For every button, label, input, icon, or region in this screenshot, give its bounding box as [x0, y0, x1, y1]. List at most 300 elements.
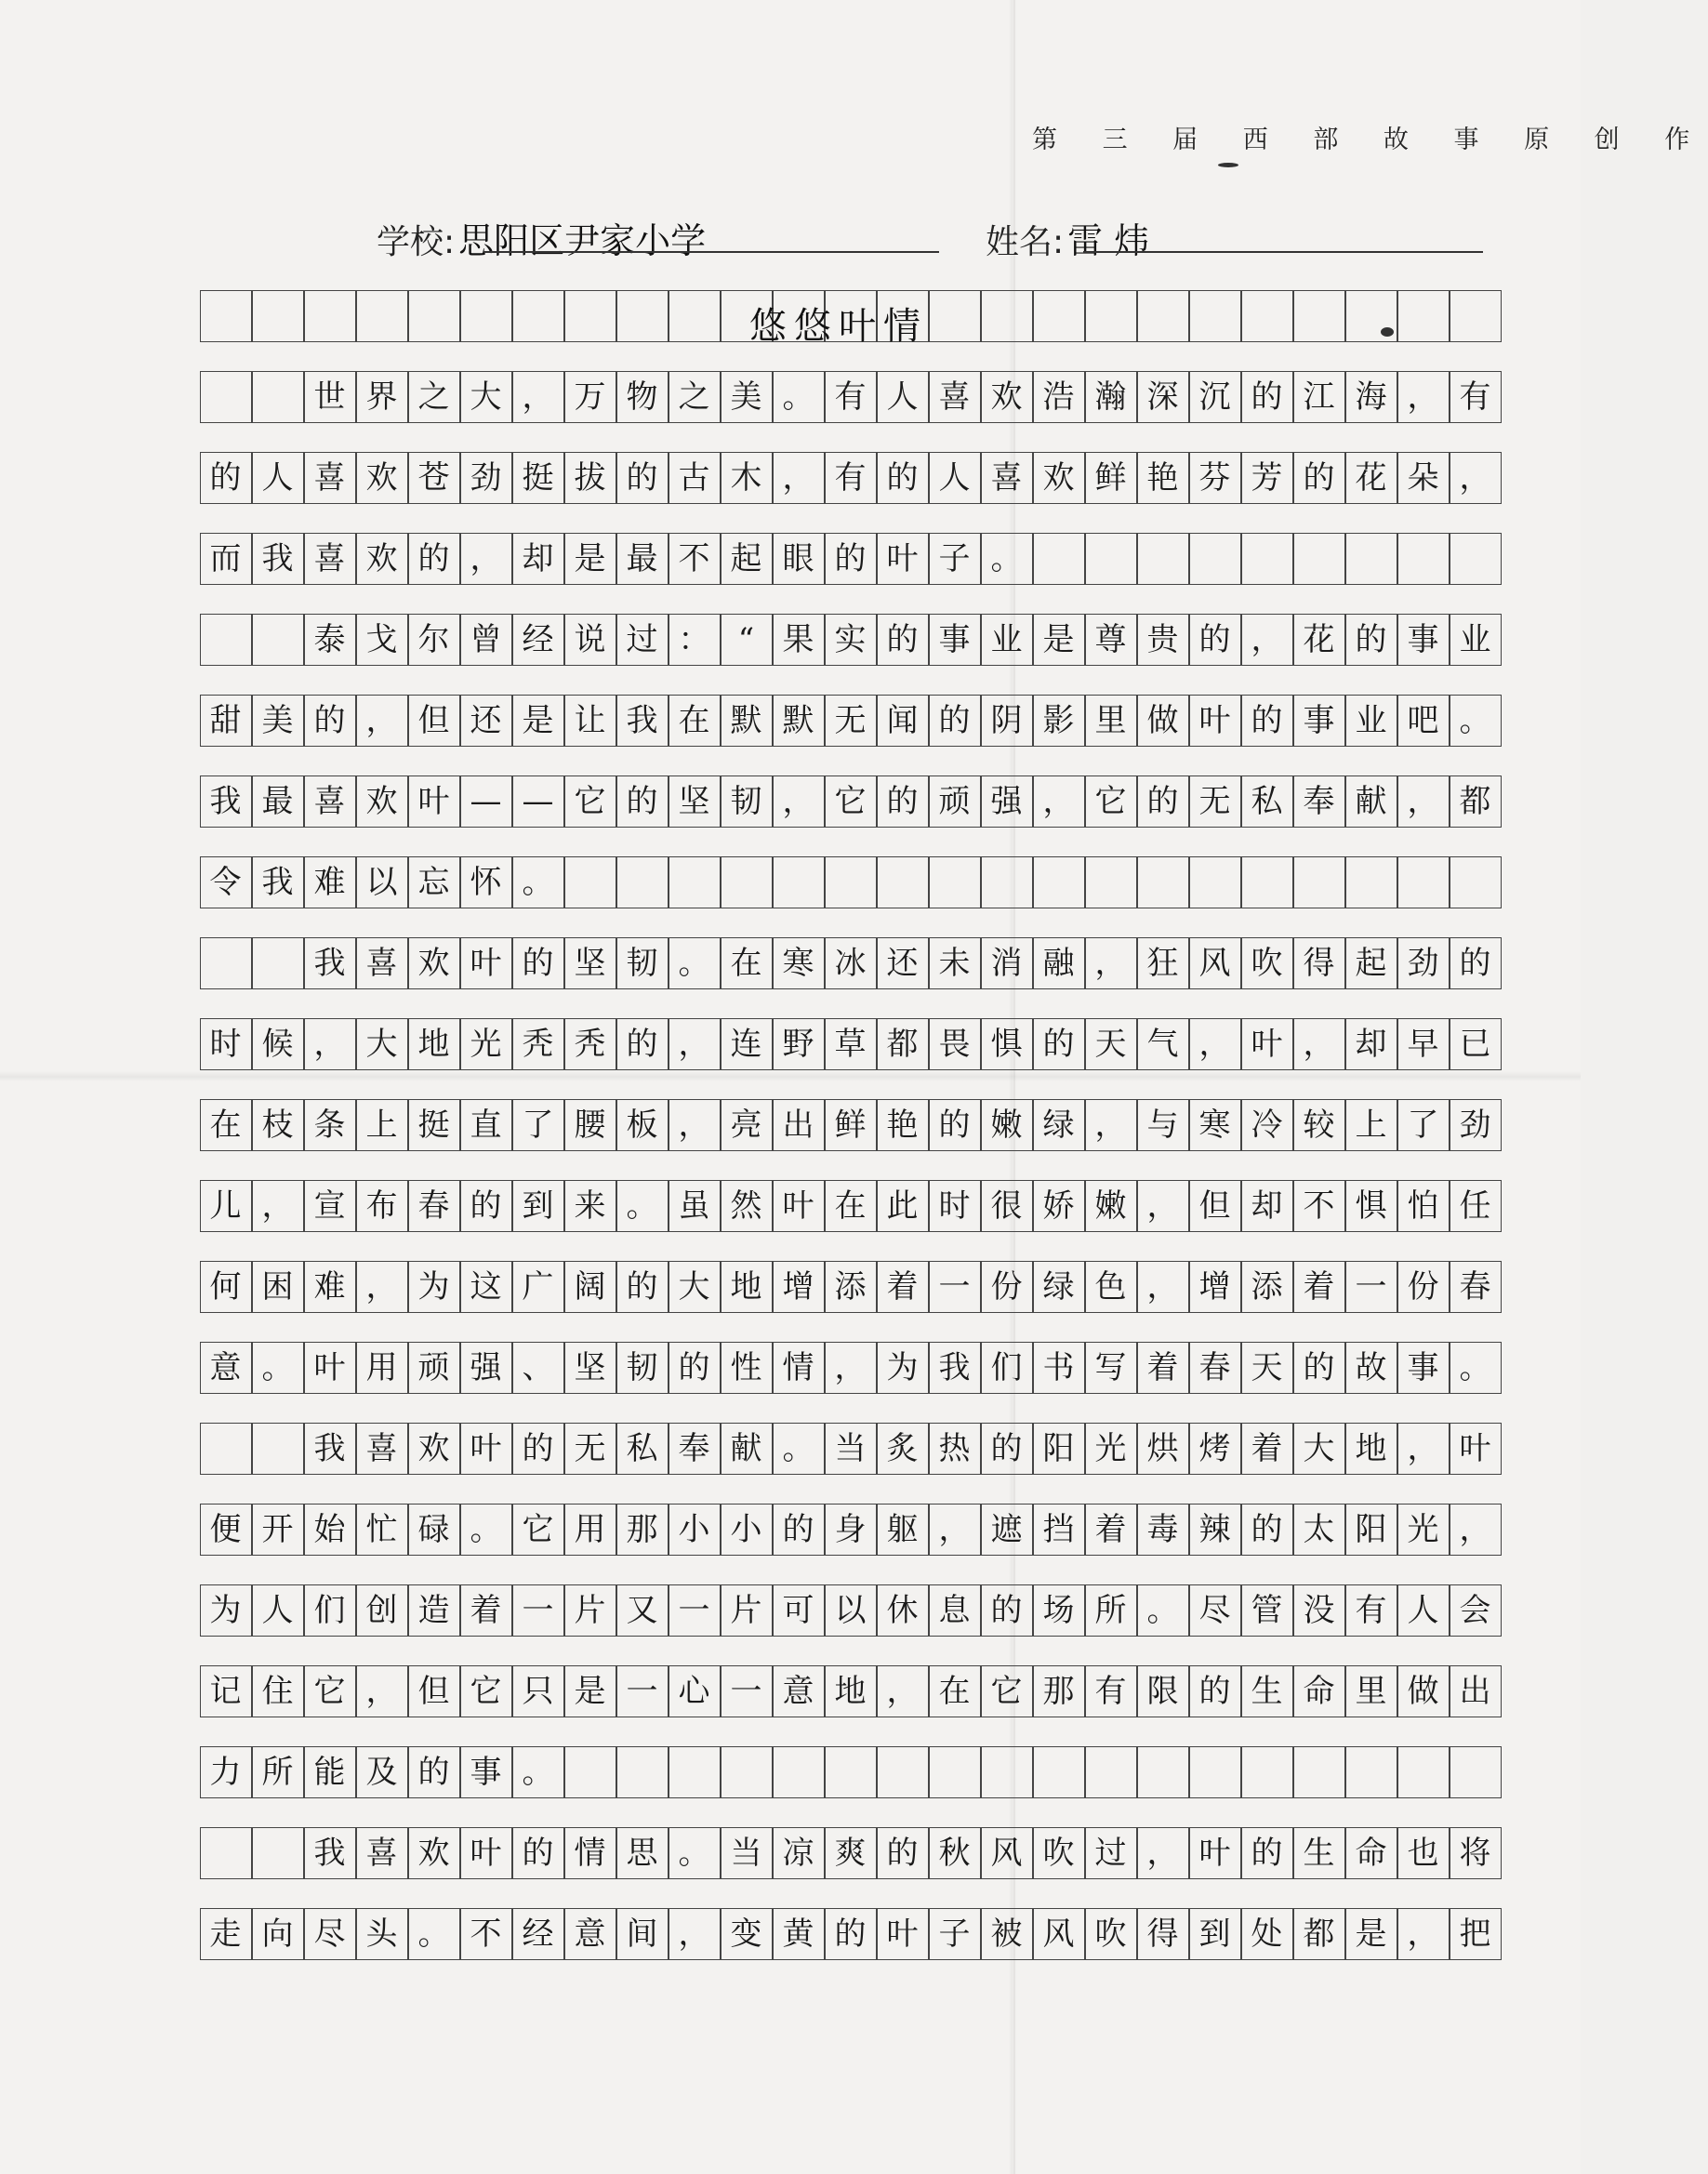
grid-cell	[408, 290, 460, 342]
grid-cell: ，	[1397, 1423, 1450, 1475]
grid-cell: 果	[773, 614, 825, 666]
grid-cell: 叶	[1450, 1423, 1502, 1475]
grid-cell: 那	[616, 1504, 669, 1556]
grid-cell: ，	[1397, 1908, 1450, 1960]
grid-cell: 尔	[408, 614, 460, 666]
grid-cell: 吧	[1397, 695, 1450, 747]
grid-cell	[1241, 290, 1293, 342]
grid-cell: 做	[1137, 695, 1189, 747]
grid-cell: 让	[564, 695, 616, 747]
grid-cell: 叶	[877, 533, 929, 585]
grid-cell	[356, 290, 408, 342]
grid-cell	[564, 290, 616, 342]
grid-cell: 。	[1137, 1584, 1189, 1637]
grid-cell: 无	[564, 1423, 616, 1475]
grid-cell: 天	[1241, 1342, 1293, 1394]
grid-cell: 只	[512, 1665, 564, 1717]
grid-cell: 的	[408, 533, 460, 585]
grid-cell: 叶	[460, 937, 512, 989]
grid-cell: 人	[877, 371, 929, 423]
grid-cell	[512, 290, 564, 342]
grid-cell: 喜	[304, 533, 356, 585]
grid-cell: 着	[877, 1261, 929, 1313]
grid-cell: 的	[1189, 1665, 1241, 1717]
grid-cell: 。	[460, 1504, 512, 1556]
grid-cell: ，	[825, 1342, 877, 1394]
grid-cell: 在	[721, 937, 773, 989]
grid-cell: 书	[1033, 1342, 1085, 1394]
grid-cell: 吹	[1241, 937, 1293, 989]
grid-cell: 起	[1345, 937, 1397, 989]
grid-cell: 以	[356, 856, 408, 908]
grid-cell: 坚	[564, 937, 616, 989]
grid-cell: 的	[1241, 695, 1293, 747]
grid-cell: 的	[616, 452, 669, 504]
grid-cell: 实	[825, 614, 877, 666]
grid-cell: 当	[825, 1423, 877, 1475]
grid-cell: 韧	[616, 1342, 669, 1394]
grid-cell: 当	[721, 1827, 773, 1879]
grid-cell: 美	[252, 695, 304, 747]
grid-cell: 到	[512, 1180, 564, 1232]
grid-cell: 用	[564, 1504, 616, 1556]
grid-cell: 凉	[773, 1827, 825, 1879]
grid-cell: 记	[200, 1665, 252, 1717]
grid-cell: 头	[356, 1908, 408, 1960]
grid-cell: 献	[721, 1423, 773, 1475]
grid-cell: 都	[1293, 1908, 1345, 1960]
essay-row	[201, 1584, 1503, 1637]
grid-cell: ，	[1450, 452, 1502, 504]
grid-cell: 的	[512, 1423, 564, 1475]
grid-cell: 沉	[1189, 371, 1241, 423]
grid-cell: 的	[877, 775, 929, 828]
grid-cell: 又	[616, 1584, 669, 1637]
grid-cell: 一	[929, 1261, 981, 1313]
grid-cell: 事	[1293, 695, 1345, 747]
grid-cell: 喜	[304, 775, 356, 828]
grid-cell	[1397, 533, 1450, 585]
grid-cell	[1033, 1746, 1085, 1798]
grid-cell	[929, 856, 981, 908]
grid-cell: 它	[1085, 775, 1137, 828]
grid-cell: 早	[1397, 1018, 1450, 1070]
grid-cell: 的	[981, 1584, 1033, 1637]
grid-cell: 奉	[1293, 775, 1345, 828]
grid-cell: 大	[669, 1261, 721, 1313]
essay-row	[201, 1018, 1503, 1070]
grid-cell: 管	[1241, 1584, 1293, 1637]
grid-cell: 秃	[512, 1018, 564, 1070]
grid-cell	[1241, 856, 1293, 908]
grid-cell: 都	[1450, 775, 1502, 828]
grid-cell: 春	[1189, 1342, 1241, 1394]
grid-cell: 板	[616, 1099, 669, 1151]
grid-cell: 花	[1345, 452, 1397, 504]
grid-cell: 闻	[877, 695, 929, 747]
grid-cell	[1137, 1746, 1189, 1798]
grid-cell: 最	[252, 775, 304, 828]
grid-cell: 思	[616, 1827, 669, 1879]
grid-cell: 性	[721, 1342, 773, 1394]
grid-cell	[825, 856, 877, 908]
grid-cell: 它	[460, 1665, 512, 1717]
essay-row	[201, 1180, 1503, 1232]
grid-cell: 间	[616, 1908, 669, 1960]
grid-cell: 以	[825, 1584, 877, 1637]
grid-cell: 芳	[1241, 452, 1293, 504]
grid-cell: ，	[929, 1504, 981, 1556]
grid-cell: 令	[200, 856, 252, 908]
grid-cell: 顽	[929, 775, 981, 828]
grid-cell	[1137, 290, 1189, 342]
grid-cell	[200, 290, 252, 342]
grid-cell: 天	[1085, 1018, 1137, 1070]
essay-row	[201, 1827, 1503, 1879]
grid-cell: 份	[981, 1261, 1033, 1313]
grid-cell: 然	[721, 1180, 773, 1232]
grid-cell: 美	[721, 371, 773, 423]
grid-cell: 的	[1033, 1018, 1085, 1070]
grid-cell: 较	[1293, 1099, 1345, 1151]
grid-cell: 的	[773, 1504, 825, 1556]
grid-cell: ，	[1137, 1261, 1189, 1313]
essay-row	[201, 1746, 1503, 1798]
grid-cell: 意	[200, 1342, 252, 1394]
essay-title: 悠悠叶情	[749, 305, 928, 348]
grid-cell: 默	[773, 695, 825, 747]
grid-cell: 娇	[1033, 1180, 1085, 1232]
grid-cell: 韧	[721, 775, 773, 828]
ink-speck	[1218, 163, 1238, 167]
grid-cell: 会	[1450, 1584, 1502, 1637]
grid-cell: 增	[1189, 1261, 1241, 1313]
grid-cell	[1450, 533, 1502, 585]
grid-cell	[200, 614, 252, 666]
essay-row	[201, 1423, 1503, 1475]
grid-cell: 了	[1397, 1099, 1450, 1151]
grid-cell: 花	[1293, 614, 1345, 666]
grid-cell: 的	[460, 1180, 512, 1232]
grid-cell: 太	[1293, 1504, 1345, 1556]
grid-cell: 烤	[1189, 1423, 1241, 1475]
grid-cell: 的	[1345, 614, 1397, 666]
grid-cell: 添	[825, 1261, 877, 1313]
grid-cell: 我	[304, 1827, 356, 1879]
grid-cell: 寒	[1189, 1099, 1241, 1151]
grid-cell: 。	[1450, 695, 1502, 747]
grid-cell	[981, 290, 1033, 342]
grid-cell: 为	[200, 1584, 252, 1637]
grid-cell: 的	[877, 1827, 929, 1879]
grid-cell	[1189, 1746, 1241, 1798]
grid-cell: 情	[773, 1342, 825, 1394]
essay-row	[201, 1342, 1503, 1394]
grid-cell: 一	[669, 1584, 721, 1637]
grid-cell: 说	[564, 614, 616, 666]
grid-cell: 私	[616, 1423, 669, 1475]
grid-cell: 情	[564, 1827, 616, 1879]
grid-cell: 色	[1085, 1261, 1137, 1313]
grid-cell: 春	[408, 1180, 460, 1232]
grid-cell: 的	[616, 1018, 669, 1070]
grid-cell: ，	[773, 452, 825, 504]
grid-cell: 却	[1241, 1180, 1293, 1232]
grid-cell: 业	[1450, 614, 1502, 666]
grid-cell: 光	[460, 1018, 512, 1070]
grid-cell: 来	[564, 1180, 616, 1232]
grid-cell: 小	[669, 1504, 721, 1556]
grid-cell: 已	[1450, 1018, 1502, 1070]
grid-cell: 着	[1293, 1261, 1345, 1313]
grid-cell: 的	[200, 452, 252, 504]
grid-cell: 奉	[669, 1423, 721, 1475]
grid-cell: 向	[252, 1908, 304, 1960]
grid-cell: 虽	[669, 1180, 721, 1232]
grid-cell: 没	[1293, 1584, 1345, 1637]
grid-cell: 的	[1189, 614, 1241, 666]
grid-cell: 连	[721, 1018, 773, 1070]
grid-cell: 有	[1345, 1584, 1397, 1637]
grid-cell: 。	[512, 1746, 564, 1798]
grid-cell: 不	[460, 1908, 512, 1960]
grid-cell	[1293, 1746, 1345, 1798]
grid-cell: 们	[304, 1584, 356, 1637]
grid-cell: 我	[304, 937, 356, 989]
grid-cell: 我	[200, 775, 252, 828]
grid-cell	[1345, 1746, 1397, 1798]
grid-cell: 着	[460, 1584, 512, 1637]
grid-cell	[981, 856, 1033, 908]
grid-cell: 广	[512, 1261, 564, 1313]
grid-cell: 碌	[408, 1504, 460, 1556]
grid-cell: 大	[460, 371, 512, 423]
grid-cell: 。	[773, 371, 825, 423]
grid-cell: 强	[981, 775, 1033, 828]
grid-cell: 爽	[825, 1827, 877, 1879]
school-underline	[483, 251, 939, 253]
grid-cell: 事	[1397, 1342, 1450, 1394]
grid-cell: 开	[252, 1504, 304, 1556]
grid-cell	[773, 1746, 825, 1798]
grid-cell: 在	[929, 1665, 981, 1717]
grid-cell: 意	[564, 1908, 616, 1960]
grid-cell	[200, 371, 252, 423]
grid-cell: 为	[408, 1261, 460, 1313]
grid-cell: 怕	[1397, 1180, 1450, 1232]
grid-cell: 古	[669, 452, 721, 504]
grid-cell: 的	[1293, 1342, 1345, 1394]
essay-row	[201, 533, 1503, 585]
grid-cell: 亮	[721, 1099, 773, 1151]
grid-cell: ，	[1137, 1180, 1189, 1232]
grid-cell: 一	[616, 1665, 669, 1717]
grid-cell	[252, 1423, 304, 1475]
grid-cell: 命	[1345, 1827, 1397, 1879]
grid-cell	[773, 856, 825, 908]
grid-cell: 木	[721, 452, 773, 504]
grid-cell	[1033, 290, 1085, 342]
grid-cell	[200, 937, 252, 989]
grid-cell: 有	[1450, 371, 1502, 423]
grid-cell: 绿	[1033, 1099, 1085, 1151]
grid-cell: 一	[721, 1665, 773, 1717]
grid-cell: 热	[929, 1423, 981, 1475]
grid-cell: ，	[1033, 775, 1085, 828]
grid-cell	[1241, 533, 1293, 585]
grid-cell: 戈	[356, 614, 408, 666]
grid-cell: 劲	[460, 452, 512, 504]
grid-cell: 变	[721, 1908, 773, 1960]
grid-cell: 风	[981, 1827, 1033, 1879]
grid-cell: 界	[356, 371, 408, 423]
grid-cell: 韧	[616, 937, 669, 989]
grid-cell: 有	[825, 452, 877, 504]
grid-cell	[304, 290, 356, 342]
grid-cell: ，	[356, 1665, 408, 1717]
grid-cell: ，	[1450, 1504, 1502, 1556]
grid-cell: 无	[825, 695, 877, 747]
competition-header: 第 三 届 西 部 故 事 原 创 作	[1032, 126, 1708, 154]
grid-cell	[1293, 533, 1345, 585]
grid-cell: 拔	[564, 452, 616, 504]
grid-cell: 炙	[877, 1423, 929, 1475]
grid-cell: 所	[1085, 1584, 1137, 1637]
grid-cell: 挺	[408, 1099, 460, 1151]
grid-cell: 欢	[408, 1423, 460, 1475]
grid-cell: 上	[356, 1099, 408, 1151]
grid-cell: 、	[512, 1342, 564, 1394]
grid-cell: 业	[981, 614, 1033, 666]
grid-cell: 及	[356, 1746, 408, 1798]
grid-cell: 的	[825, 1908, 877, 1960]
grid-cell: 人	[252, 452, 304, 504]
essay-row	[201, 614, 1503, 666]
grid-cell: 处	[1241, 1908, 1293, 1960]
grid-cell	[200, 1423, 252, 1475]
grid-cell: 影	[1033, 695, 1085, 747]
grid-cell: ，	[1137, 1827, 1189, 1879]
grid-cell: 休	[877, 1584, 929, 1637]
grid-cell: 献	[1345, 775, 1397, 828]
grid-cell: 身	[825, 1504, 877, 1556]
grid-cell	[616, 1746, 669, 1798]
grid-cell: 吹	[1085, 1908, 1137, 1960]
name-field	[986, 212, 1149, 263]
grid-cell: 。	[981, 533, 1033, 585]
grid-cell: 默	[721, 695, 773, 747]
grid-cell: 一	[512, 1584, 564, 1637]
grid-cell: 到	[1189, 1908, 1241, 1960]
grid-cell	[1137, 533, 1189, 585]
grid-cell: 泰	[304, 614, 356, 666]
grid-cell: 尊	[1085, 614, 1137, 666]
grid-cell: 所	[252, 1746, 304, 1798]
essay-row	[201, 775, 1503, 828]
essay-row	[201, 371, 1503, 423]
name-label: 姓名:	[986, 223, 1065, 261]
grid-cell	[1450, 856, 1502, 908]
grid-cell: 添	[1241, 1261, 1293, 1313]
grid-cell: ，	[773, 775, 825, 828]
grid-cell: 的	[512, 1827, 564, 1879]
grid-cell: 却	[512, 533, 564, 585]
grid-cell: 便	[200, 1504, 252, 1556]
grid-cell	[252, 1827, 304, 1879]
grid-cell: 们	[981, 1342, 1033, 1394]
grid-cell: 春	[1450, 1261, 1502, 1313]
grid-cell: 。	[512, 856, 564, 908]
grid-cell: 布	[356, 1180, 408, 1232]
grid-cell: 甜	[200, 695, 252, 747]
grid-cell: 阴	[981, 695, 1033, 747]
school-value: 思阳区尹家小学	[458, 220, 707, 261]
grid-cell: 欢	[981, 371, 1033, 423]
grid-cell: 子	[929, 533, 981, 585]
grid-cell: 挡	[1033, 1504, 1085, 1556]
grid-cell: 的	[1241, 371, 1293, 423]
grid-cell: 私	[1241, 775, 1293, 828]
grid-cell	[616, 856, 669, 908]
grid-cell: 烘	[1137, 1423, 1189, 1475]
grid-cell: 子	[929, 1908, 981, 1960]
grid-cell	[616, 290, 669, 342]
grid-cell: 那	[1033, 1665, 1085, 1717]
grid-cell: 艳	[1137, 452, 1189, 504]
grid-cell: 坚	[669, 775, 721, 828]
grid-cell: 世	[304, 371, 356, 423]
grid-cell: 惧	[981, 1018, 1033, 1070]
grid-cell: 宣	[304, 1180, 356, 1232]
grid-cell	[669, 290, 721, 342]
grid-cell: 。	[1450, 1342, 1502, 1394]
grid-cell: 息	[929, 1584, 981, 1637]
grid-cell: 喜	[356, 1423, 408, 1475]
grid-cell: 腰	[564, 1099, 616, 1151]
grid-cell: 在	[669, 695, 721, 747]
grid-cell: 是	[1345, 1908, 1397, 1960]
essay-row	[201, 856, 1503, 908]
grid-cell: 。	[616, 1180, 669, 1232]
grid-cell: 物	[616, 371, 669, 423]
grid-cell: 狂	[1137, 937, 1189, 989]
grid-cell: 叶	[408, 775, 460, 828]
grid-cell: 鲜	[825, 1099, 877, 1151]
grid-cell: 喜	[356, 1827, 408, 1879]
grid-cell: 的	[825, 533, 877, 585]
grid-cell: 我	[929, 1342, 981, 1394]
grid-cell: ：	[669, 614, 721, 666]
grid-cell: 片	[564, 1584, 616, 1637]
grid-cell: 的	[929, 695, 981, 747]
grid-cell: 喜	[304, 452, 356, 504]
grid-cell: 事	[1397, 614, 1450, 666]
grid-cell: 不	[669, 533, 721, 585]
grid-cell	[825, 1746, 877, 1798]
grid-cell: 忘	[408, 856, 460, 908]
grid-cell: 上	[1345, 1099, 1397, 1151]
name-value: 雷 炜	[1067, 220, 1150, 261]
grid-cell	[1033, 533, 1085, 585]
grid-cell: 出	[1450, 1665, 1502, 1717]
grid-cell: 顽	[408, 1342, 460, 1394]
grid-cell: 份	[1397, 1261, 1450, 1313]
grid-cell: 小	[721, 1504, 773, 1556]
grid-cell: 大	[356, 1018, 408, 1070]
grid-cell: 坚	[564, 1342, 616, 1394]
grid-cell: 阔	[564, 1261, 616, 1313]
grid-cell: 是	[564, 1665, 616, 1717]
